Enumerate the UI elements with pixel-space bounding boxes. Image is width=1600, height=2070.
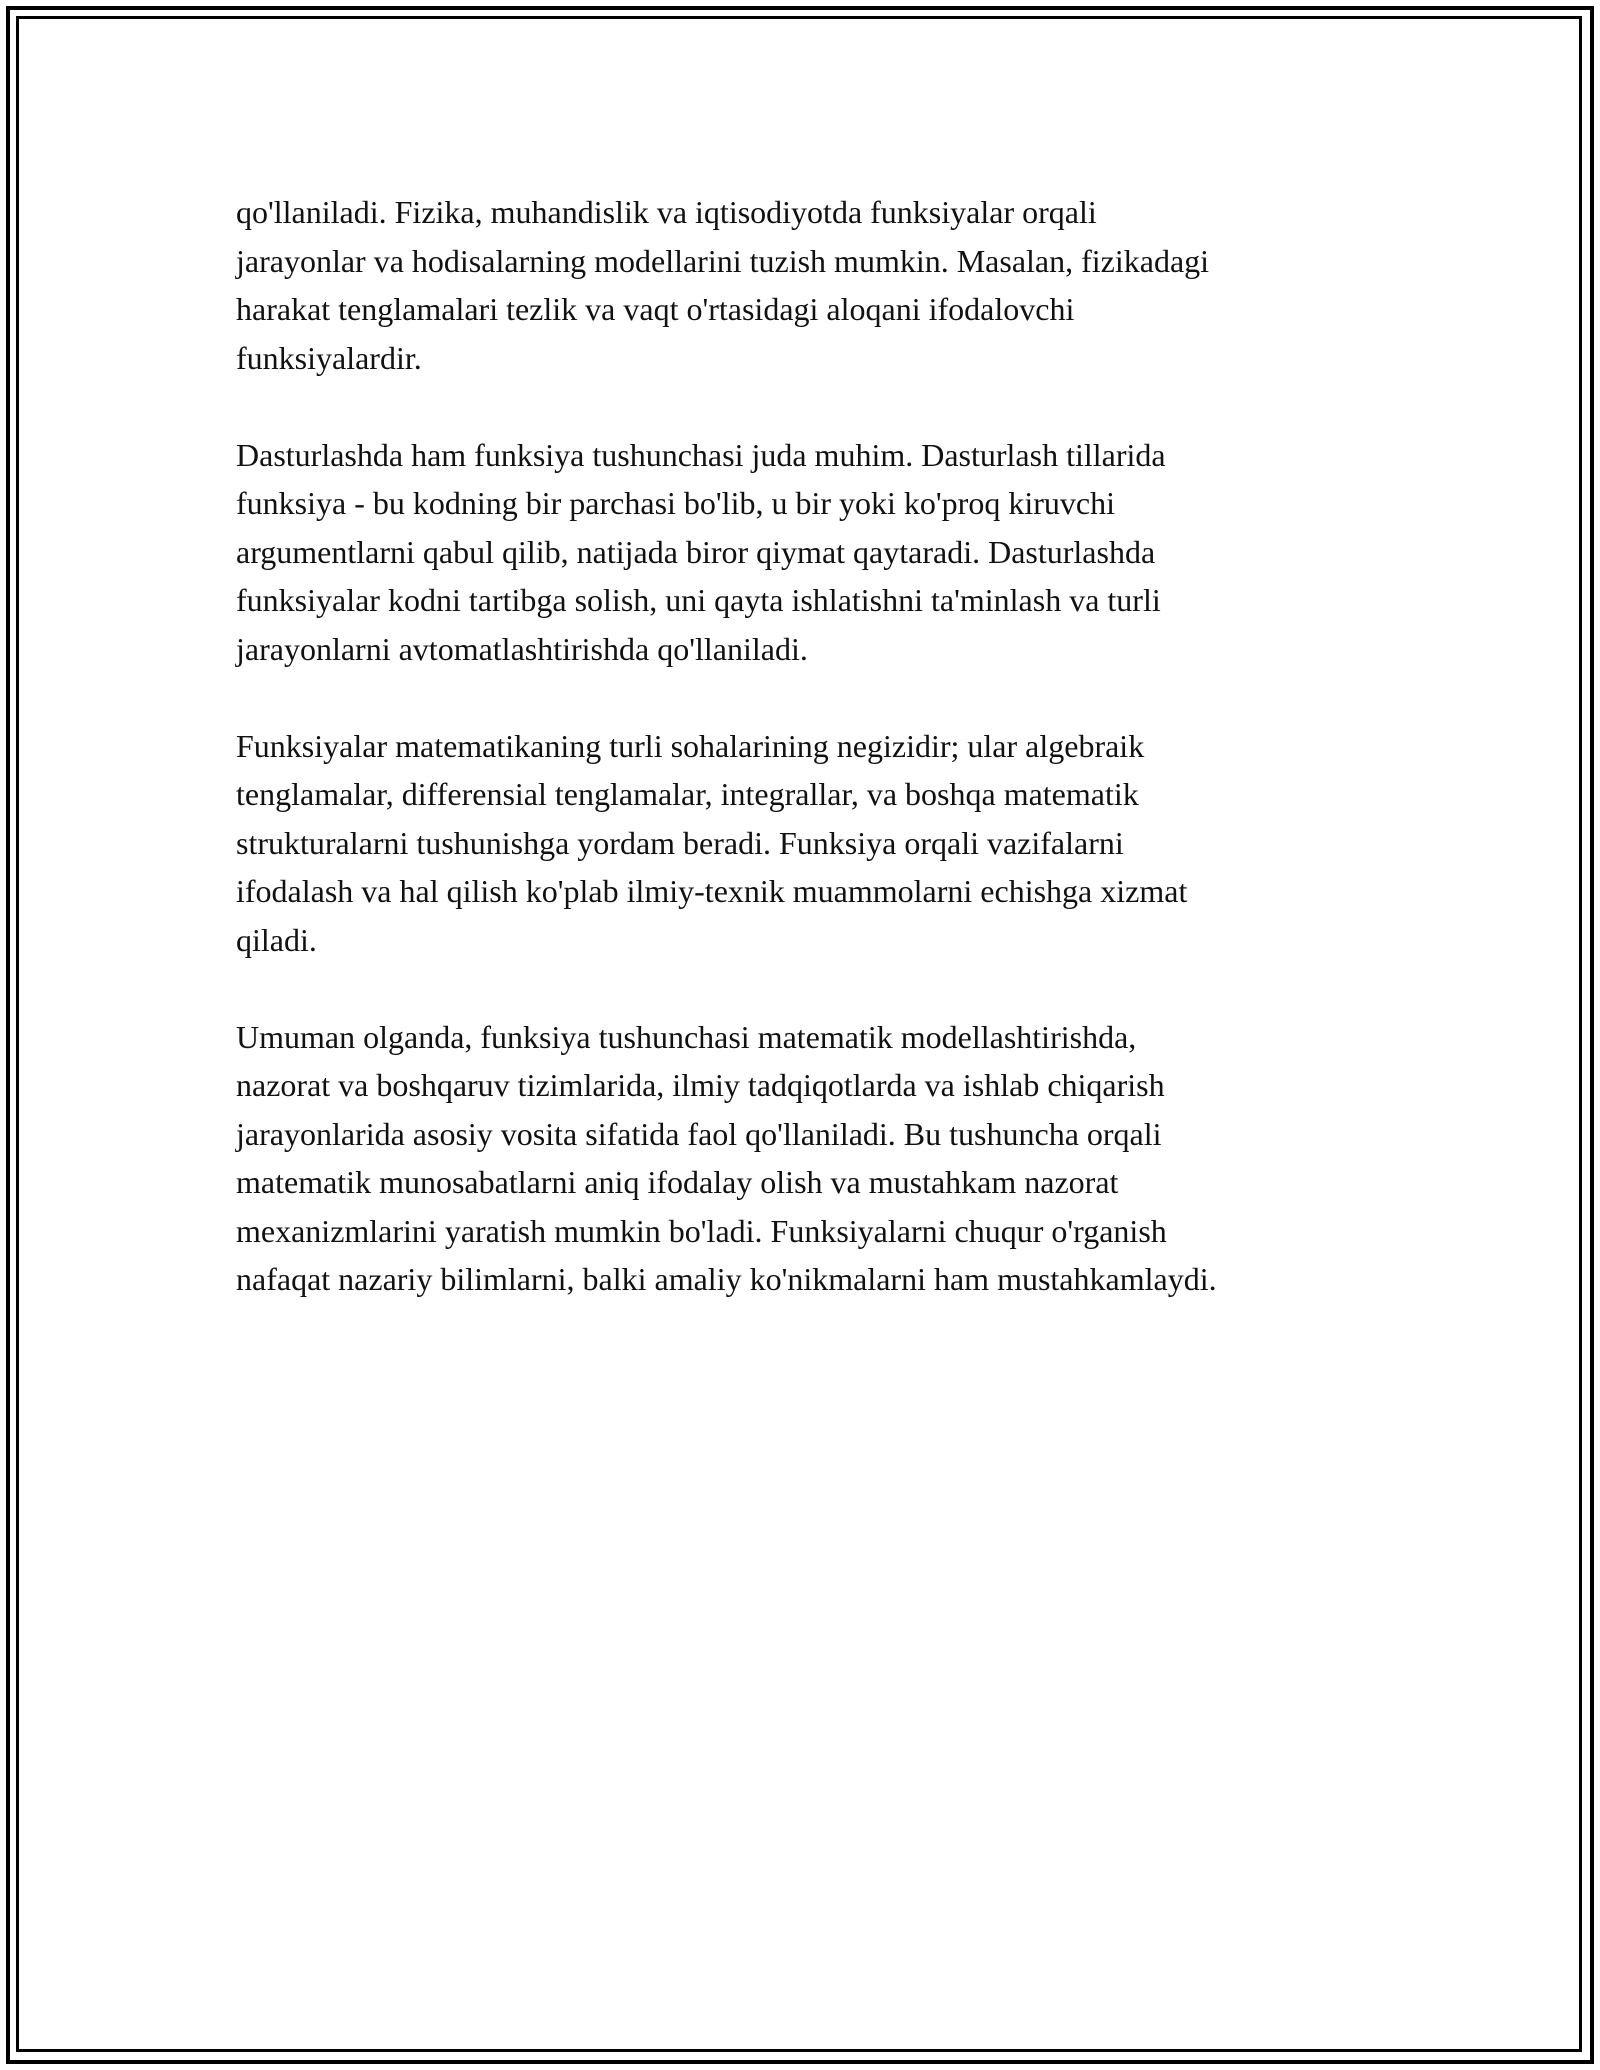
paragraph-line: ifodalash va hal qilish ko'plab ilmiy-texnik muammolarni echishga xizmat: [236, 873, 1188, 909]
paragraph-line: Funksiyalar matematikaning turli sohalarining negizidir; ular algebraik: [236, 727, 1145, 764]
paragraph-line: jarayonlarni avtomatlashtirishda qo'llaniladi.: [236, 630, 808, 667]
paragraph-line: funksiyalar kodni tartibga solish, uni qayta ishlatishni ta'minlash va turli: [236, 582, 1161, 618]
paragraph-1: [236, 188, 1376, 382]
paragraph-line: harakat tenglamalari tezlik va vaqt o'rtasidagi aloqani ifodalovchi: [236, 291, 1075, 327]
paragraph-3: [236, 722, 1376, 965]
paragraph-line: jarayonlar va hodisalarning modellarini tuzish mumkin. Masalan, fizikadagi: [236, 242, 1210, 279]
paragraph-line: mexanizmlarini yaratish mumkin bo'ladi. Funksiyalarni chuqur o'rganish: [236, 1212, 1167, 1249]
paragraph-line: jarayonlarida asosiy vosita sifatida faol qo'llaniladi. Bu tushuncha orqali: [236, 1115, 1162, 1152]
paragraph-line: qo'llaniladi. Fizika, muhandislik va iqtisodiyotda funksiyalar orqali: [236, 194, 1097, 230]
paragraph-line: strukturalarni tushunishga yordam beradi. Funksiya orqali vazifalarni: [236, 824, 1124, 861]
paragraph-line: funksiya - bu kodning bir parchasi bo'lib, u bir yoki ko'proq kiruvchi: [236, 485, 1115, 521]
paragraph-line: matematik munosabatlarni aniq ifodalay olish va mustahkam nazorat: [236, 1164, 1119, 1200]
paragraph-line: Umuman olganda, funksiya tushunchasi matematik modellashtirishda,: [236, 1018, 1137, 1055]
paragraph-2: [236, 431, 1376, 674]
paragraph-line: nafaqat nazariy bilimlarni, balki amaliy ko'nikmalarni ham mustahkamlaydi.: [236, 1261, 1217, 1297]
paragraph-line: qiladi.: [236, 921, 317, 958]
paragraph-line: tenglamalar, differensial tenglamalar, integrallar, va boshqa matematik: [236, 776, 1139, 812]
paragraph-line: argumentlarni qabul qilib, natijada biror qiymat qaytaradi. Dasturlashda: [236, 533, 1156, 570]
paragraph-line: Dasturlashda ham funksiya tushunchasi juda muhim. Dasturlash tillarida: [236, 436, 1166, 473]
paragraph-4: [236, 1013, 1376, 1304]
document-body: [236, 188, 1376, 1352]
paragraph-line: nazorat va boshqaruv tizimlarida, ilmiy tadqiqotlarda va ishlab chiqarish: [236, 1067, 1165, 1103]
paragraph-line: funksiyalardir.: [236, 339, 422, 376]
